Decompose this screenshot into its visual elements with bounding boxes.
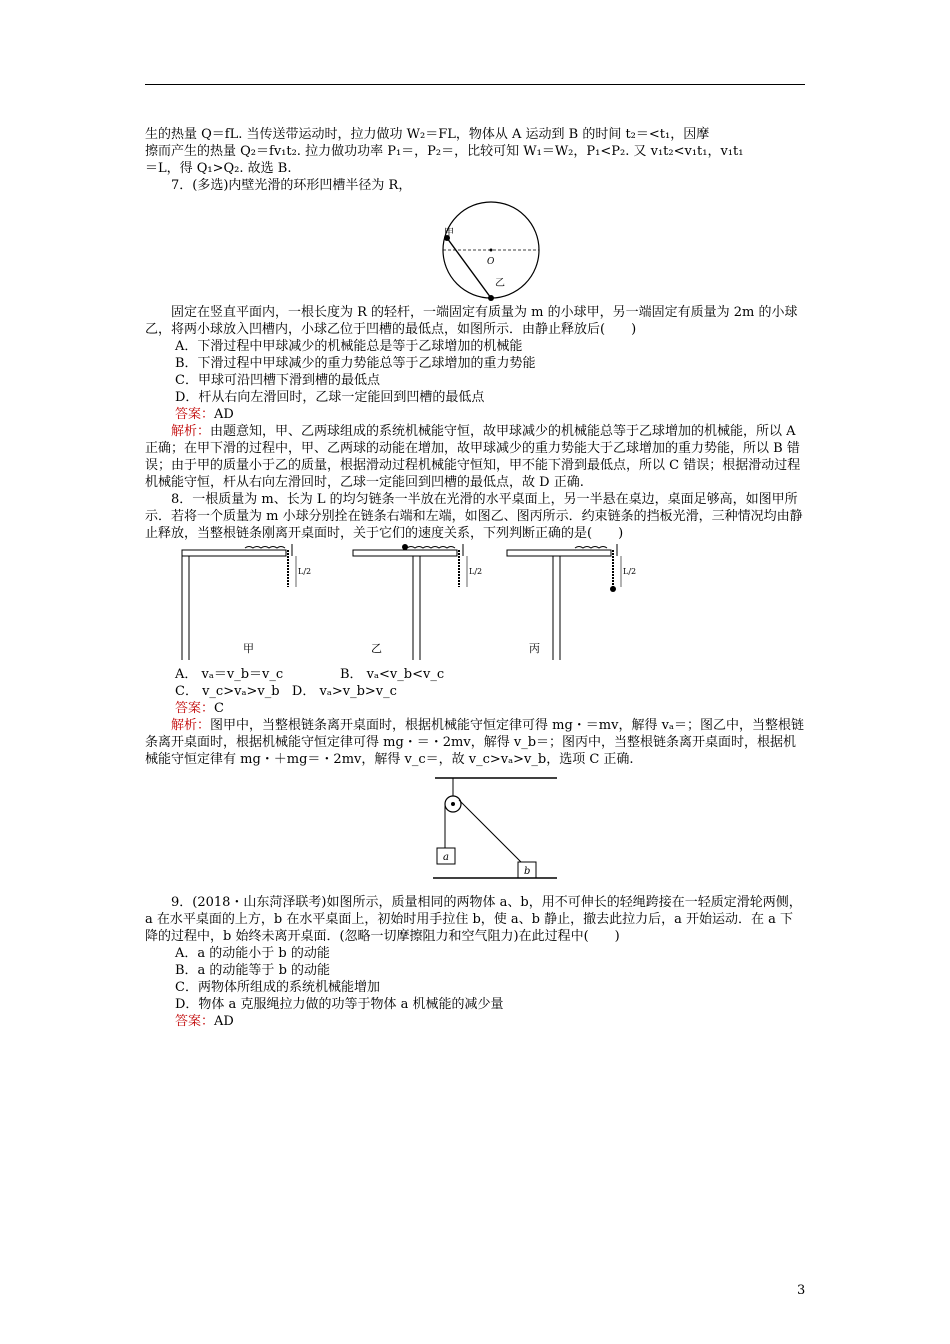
prev-solution-line-2: 擦而产生的热量 Q₂＝fv₁t₂. 拉力做功功率 P₁＝，P₂＝，比较可知 W₁＝W₂，P₁<P₂. 又 v₁t₂<v₁t₁，v₁t₁ (145, 144, 744, 159)
q7-answer (145, 406, 805, 423)
q8-analysis-text: 图甲中，当整根链条离开桌面时，根据机械能守恒定律可得 mg・＝mv，解得 vₐ＝；图乙中，当整根链条离开桌面时，根据机械能守恒定律可得 mg・＝・2mv，解得 v_b＝；图丙中，当整根链条离开桌面时，根据机械能守恒定律有 mg・＋mg＝・2mv，解得 v_c＝，故 v_c>vₐ>v_b，选项 C 正确. (145, 718, 804, 767)
q7-option-c: C．甲球可沿凹槽下滑到槽的最低点 (175, 373, 380, 388)
q7-label-o: O (487, 257, 495, 267)
q7-stem-rest: 固定在竖直平面内，一根长度为 R 的轻杆，一端固定有质量为 m 的小球甲，另一端固定有质量为 2m 的小球乙，将两小球放入凹槽内，小球乙位于凹槽的最低点，如图所示．由静止释放后( ) (145, 305, 798, 337)
q8-analysis (145, 717, 805, 768)
q8-options-row-1 (145, 666, 805, 683)
page-content (145, 126, 805, 1030)
q7-analysis-text: 由题意知，甲、乙两球组成的系统机械能守恒，故甲球减少的机械能总等于乙球增加的机械能，所以 A 正确；在甲下滑的过程中，甲、乙两球的动能在增加，故甲球减少的重力势能大于乙球增加的重力势能，所以 B 错误；由于甲的质量小于乙的质量，根据滑动过程机械能守恒知，甲不能下滑到最低点，所以 C 错误；根据滑动过程机械能守恒，杆从右向左滑回时，乙球一定能回到凹槽的最低点，故 D 正确. (145, 424, 801, 490)
q8-option-a: A． vₐ＝v_b＝v_c (175, 667, 284, 682)
prev-solution-line-3: ＝L，得 Q₁>Q₂. 故选 B. (145, 161, 292, 176)
q9-option-d: D．物体 a 克服绳拉力做的功等于物体 a 机械能的减少量 (175, 997, 504, 1012)
q7-ring-figure (145, 194, 805, 304)
q9-option-b: B．a 的动能等于 b 的动能 (175, 963, 331, 978)
q9-label-a: a (443, 852, 449, 863)
q8-option-d: D． vₐ>v_b>v_c (291, 684, 397, 699)
q7-option-d: D．杆从右向左滑回时，乙球一定能回到凹槽的最低点 (175, 390, 485, 405)
q8-option-b: B． vₐ<v_b<v_c (340, 667, 445, 682)
q7-label-jia: 甲 (444, 228, 454, 239)
q8-analysis-label: 解析： (171, 718, 211, 733)
q9-label-b: b (524, 866, 531, 877)
q9-answer-value: AD (214, 1014, 234, 1029)
q9-pulley-figure (145, 768, 805, 894)
q8-stem: 8．一根质量为 m、长为 L 的均匀链条一半放在光滑的水平桌面上，另一半悬在桌边，桌面足够高，如图甲所示．若将一个质量为 m 小球分别拴在链条右端和左端，如图乙、图丙所示．约束链条的挡板光滑，三种情况均由静止释放，当整根链条刚离开桌面时，关于它们的速度关系，下列判断正确的是( ) (145, 492, 803, 541)
q7-stem-start: 7．(多选)内壁光滑的环形凹槽半径为 R， (171, 178, 412, 193)
q8-answer-label: 答案： (175, 701, 215, 716)
q8-fig-yi (353, 544, 482, 660)
q8-options-row-2 (145, 683, 805, 700)
header-rule (145, 84, 805, 85)
q7-label-yi: 乙 (495, 278, 505, 289)
q8-label-jia: 甲 (243, 642, 254, 655)
q9-stem: 9．(2018・山东菏泽联考)如图所示，质量相同的两物体 a、b，用不可伸长的轻绳跨接在一轻质定滑轮两侧，a 在水平桌面的上方，b 在水平桌面上，初始时用手拉住 b，使 a、b 静止，撤去此拉力后，a 开始运动．在 a 下降的过程中，b 始终未离开桌面．(忽略一切摩擦阻力和空气阻力)在此过程中( ) (145, 895, 802, 944)
q9-option-a: A．a 的动能小于 b 的动能 (175, 946, 330, 961)
q8-answer-value: C (214, 701, 224, 716)
page-number: 3 (797, 1283, 806, 1298)
q9-option-c: C．两物体所组成的系统机械能增加 (175, 980, 380, 995)
q8-answer (145, 700, 805, 717)
q8-jia-half: L/2 (298, 567, 312, 576)
q8-chain-figure (145, 542, 805, 666)
q9-answer-label: 答案： (175, 1014, 215, 1029)
q8-yi-half: L/2 (469, 567, 483, 576)
q7-option-a: A．下滑过程中甲球减少的机械能总是等于乙球增加的机械能 (175, 339, 523, 354)
prev-solution-line-1: 生的热量 Q＝fL. 当传送带运动时，拉力做功 W₂＝FL，物体从 A 运动到 B 的时间 t₂＝<t₁，因摩 (145, 127, 710, 142)
q7-option-b: B．下滑过程中甲球减少的重力势能总等于乙球增加的重力势能 (175, 356, 536, 371)
q8-label-bing: 丙 (529, 642, 540, 655)
q9-answer (145, 1013, 805, 1030)
q8-option-c: C． v_c>vₐ>v_b (175, 684, 280, 699)
q7-answer-label: 答案： (175, 407, 215, 422)
q8-fig-bing (507, 544, 636, 660)
q8-label-yi: 乙 (371, 642, 382, 655)
q7-answer-value: AD (214, 407, 234, 422)
q7-analysis (145, 423, 805, 491)
q8-fig-jia (182, 544, 311, 660)
q7-analysis-label: 解析： (171, 424, 211, 439)
q8-bing-half: L/2 (623, 567, 637, 576)
